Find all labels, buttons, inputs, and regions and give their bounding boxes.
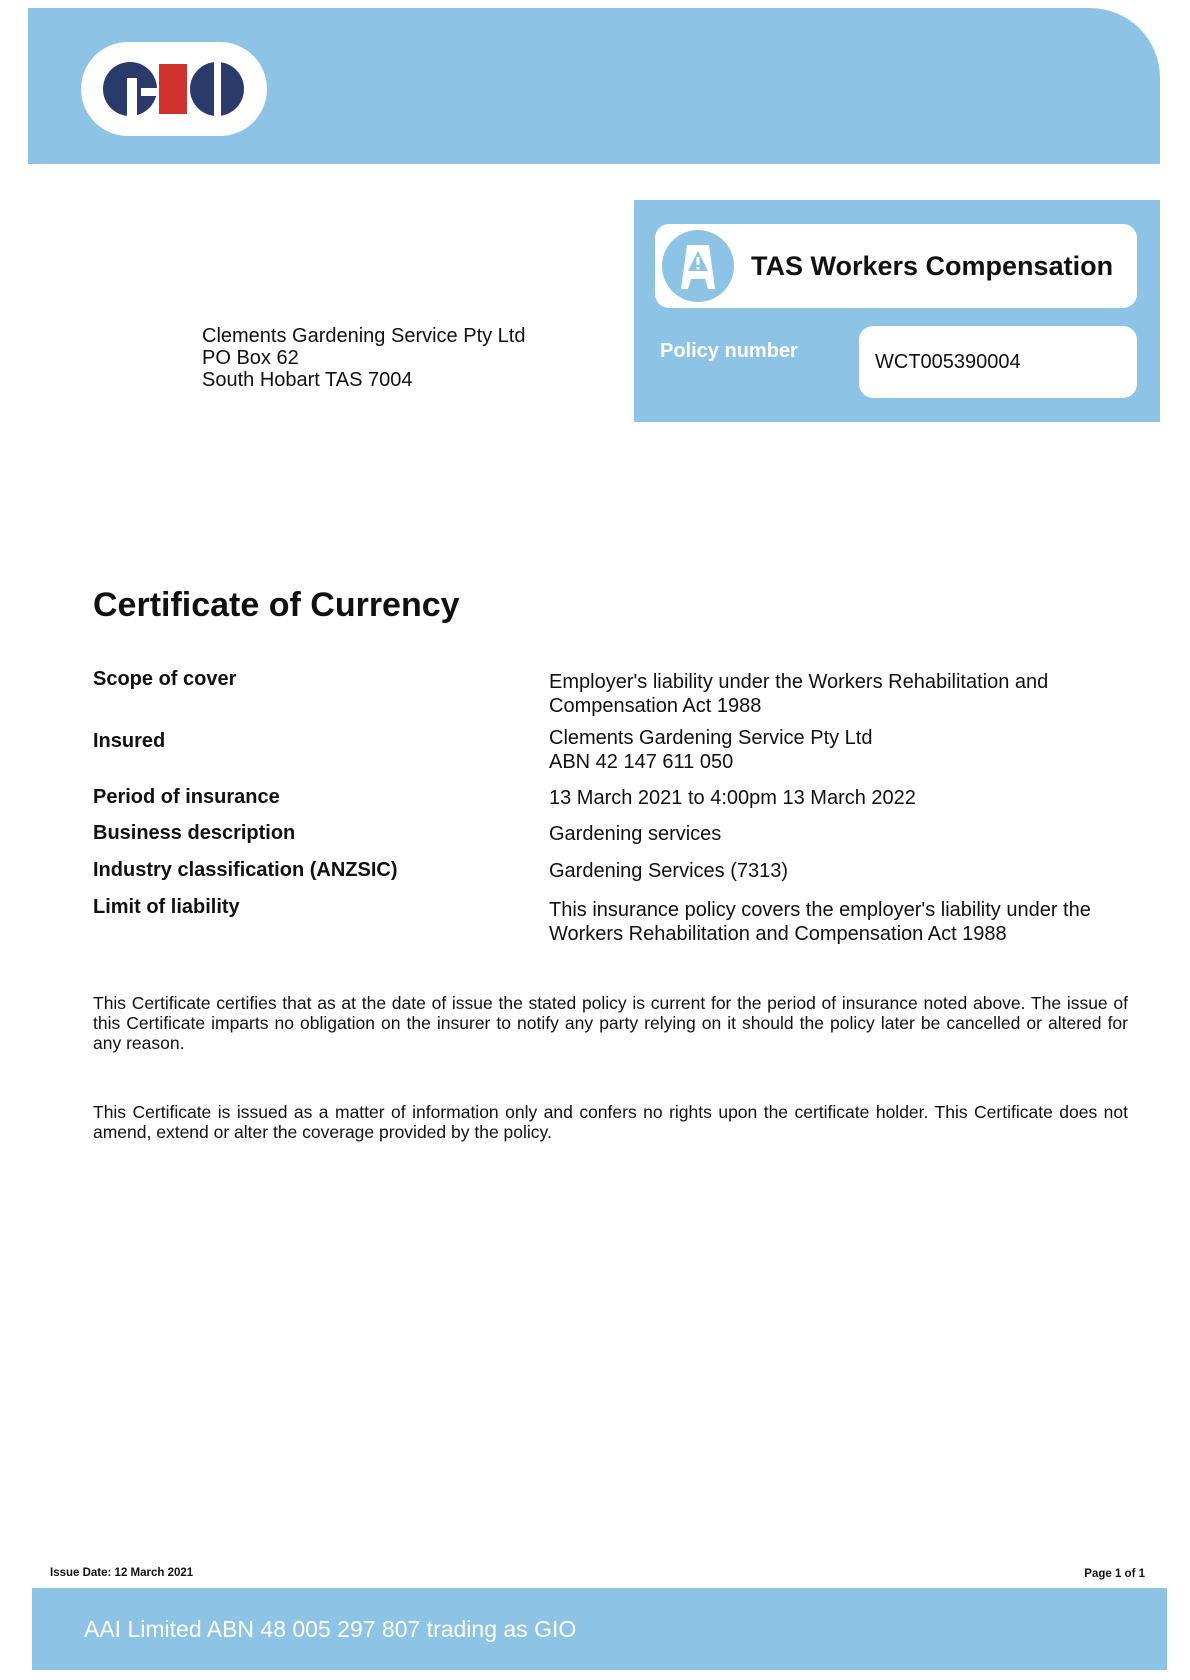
gio-logo-mark xyxy=(101,60,247,118)
address-line: PO Box 62 xyxy=(202,347,299,369)
insured-abn: ABN 42 147 611 050 xyxy=(549,751,734,773)
detail-label-industry: Industry classification (ANZSIC) xyxy=(93,859,398,881)
insured-name: Clements Gardening Service Pty Ltd xyxy=(549,727,873,749)
address-line: South Hobart TAS 7004 xyxy=(202,369,413,391)
policy-number-box xyxy=(859,326,1137,398)
detail-label-period: Period of insurance xyxy=(93,786,280,808)
address-line: Clements Gardening Service Pty Ltd xyxy=(202,325,526,347)
certification-paragraph: This Certificate certifies that as at the date of issue the stated policy is current for the period of insurance noted above. The issue of this Certificate imparts no obligation on the insurer to notify any party relying on it should the policy later be cancelled or altered for any reason. xyxy=(93,993,1128,1053)
recipient-address xyxy=(202,325,526,391)
gio-logo xyxy=(81,42,267,136)
policy-panel xyxy=(634,200,1160,422)
detail-value-industry: Gardening Services (7313) xyxy=(549,860,789,882)
detail-label-business: Business description xyxy=(93,822,296,844)
detail-value-business: Gardening services xyxy=(549,823,722,845)
detail-value-limit: This insurance policy covers the employer's liability under the Workers Rehabilitation and Compensation Act 1988 xyxy=(549,899,1091,945)
page-number: Page 1 of 1 xyxy=(1084,1568,1145,1580)
footer-legal-text: AAI Limited ABN 48 005 297 807 trading as GIO xyxy=(84,1616,577,1642)
policy-number-label: Policy number xyxy=(660,340,798,362)
detail-value-insured xyxy=(549,726,1109,774)
policy-number: WCT005390004 xyxy=(875,351,1021,373)
policy-title-box xyxy=(655,224,1137,308)
warning-sign-icon xyxy=(661,229,735,303)
detail-label-limit: Limit of liability xyxy=(93,896,240,918)
detail-label-scope: Scope of cover xyxy=(93,668,237,690)
page-title: Certificate of Currency xyxy=(93,586,460,624)
detail-value-scope: Employer's liability under the Workers Rehabilitation and Compensation Act 1988 xyxy=(549,671,1049,717)
footer-band xyxy=(32,1588,1167,1670)
detail-label-insured: Insured xyxy=(93,730,166,752)
policy-title: TAS Workers Compensation xyxy=(751,251,1114,281)
issue-date: Issue Date: 12 March 2021 xyxy=(50,1567,194,1579)
detail-value-period: 13 March 2021 to 4:00pm 13 March 2022 xyxy=(549,787,916,809)
disclaimer-paragraph: This Certificate is issued as a matter of information only and confers no rights upon the certificate holder. This Certificate does not amend, extend or alter the coverage provided by the policy. xyxy=(93,1102,1128,1142)
